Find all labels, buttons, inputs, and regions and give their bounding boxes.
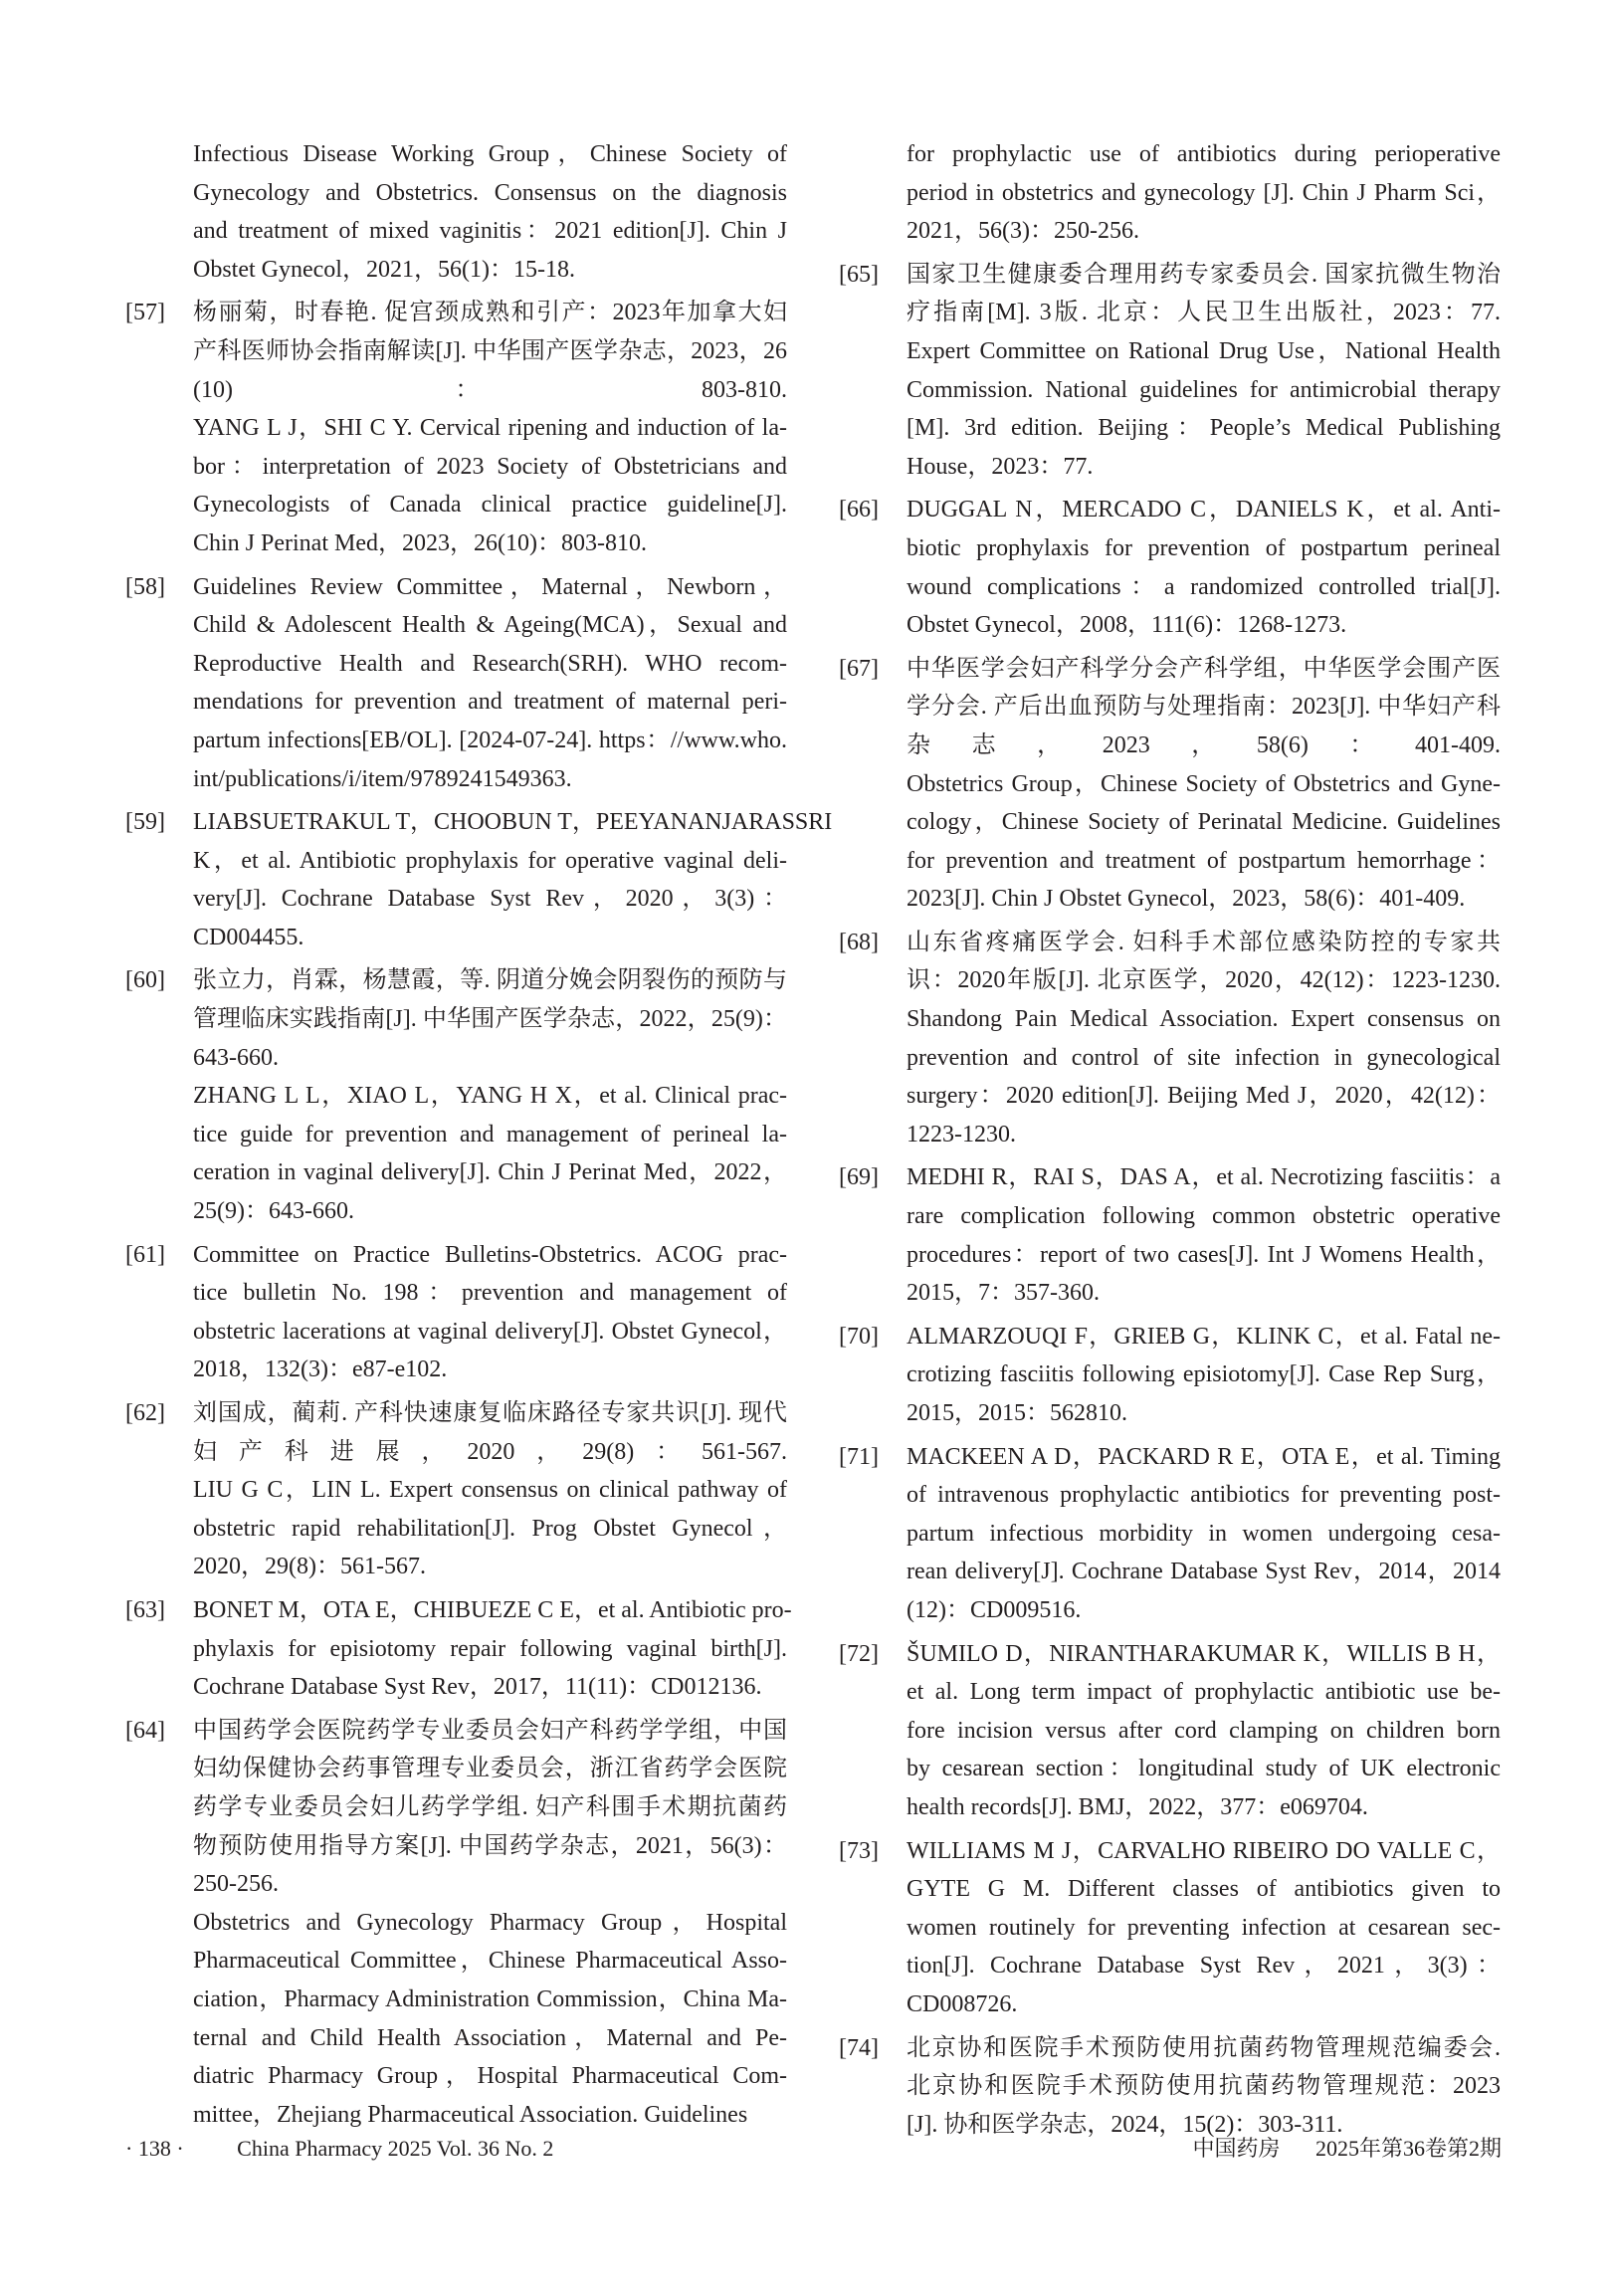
reference-text-line: WILLIAMS M J，CARVALHO RIBEIRO DO VALLE C， xyxy=(907,1837,1501,1864)
reference-entry xyxy=(839,924,1501,1154)
reference-entry xyxy=(839,256,1501,487)
reference-text-line: 北京协和医院手术预防使用抗菌药物管理规范：2023 xyxy=(907,2073,1501,2100)
reference-text-line: Obstet Gynecol，2021，56(1)：15-18. xyxy=(193,256,575,283)
reference-text-line: 2020，29(8)：561-567. xyxy=(193,1554,426,1580)
reference-text-line: Expert Committee on Rational Drug Use，National Health xyxy=(907,337,1501,364)
reference-number: [66] xyxy=(839,497,879,523)
reference-entry xyxy=(125,294,787,562)
reference-text-line: ŠUMILO D，NIRANTHARAKUMAR K，WILLIS B H， xyxy=(907,1640,1501,1667)
reference-text-line: 疗指南[M]. 3版. 北京：人民卫生出版社，2023：77. xyxy=(907,300,1501,326)
reference-text-line: [J]. 协和医学杂志，2024，15(2)：303-311. xyxy=(907,2111,1343,2138)
reference-text-line: (10)：803-810. xyxy=(193,376,787,403)
reference-text-line: ZHANG L L，XIAO L，YANG H X，et al. Clinical prac- xyxy=(193,1083,787,1110)
reference-number: [70] xyxy=(839,1323,879,1350)
reference-text-line: Infectious Disease Working Group，Chinese Society of xyxy=(193,141,787,167)
reference-text-line: 1223-1230. xyxy=(907,1121,1016,1148)
reference-text-line: 管理临床实践指南[J]. 中华围产医学杂志，2022，25(9)： xyxy=(193,1006,787,1033)
reference-number: [62] xyxy=(125,1400,165,1426)
reference-text-line: Pharmaceutical Committee，Chinese Pharmaceutical Asso- xyxy=(193,1948,787,1975)
reference-text-line: mittee，Zhejiang Pharmaceutical Association. Guidelines xyxy=(193,2101,748,2128)
reference-text-line: 药学专业委员会妇儿药学学组. 妇产科围手术期抗菌药 xyxy=(193,1793,787,1820)
reference-text-line: 2023[J]. Chin J Obstet Gynecol，2023，58(6)：401-409. xyxy=(907,886,1466,913)
reference-text-line: period in obstetrics and gynecology [J]. Chin J Pharm Sci， xyxy=(907,179,1501,206)
reference-text-line: bor：interpretation of 2023 Society of Obstetricians and xyxy=(193,453,787,480)
reference-text-line: 25(9)：643-660. xyxy=(193,1198,354,1225)
left-column xyxy=(125,135,833,2139)
reference-text-line: 妇产科进展，2020，29(8)：561-567. xyxy=(193,1438,787,1465)
reference-text-line: BONET M，OTA E，CHIBUEZE C E，et al. Antibiotic pro- xyxy=(193,1596,792,1623)
reference-text-line: 妇幼保健协会药事管理专业委员会，浙江省药学会医院 xyxy=(193,1756,787,1782)
reference-text-line: 2021，56(3)：250-256. xyxy=(907,218,1139,245)
reference-text-line: tion[J]. Cochrane Database Syst Rev，2021，3(3)： xyxy=(907,1953,1501,1980)
right-column xyxy=(839,135,1501,2149)
reference-text-line: Obstet Gynecol，2008，111(6)：1268-1273. xyxy=(907,612,1347,639)
reference-text-line: Commission. National guidelines for antimicrobial therapy xyxy=(907,376,1501,403)
reference-text-line: (12)：CD009516. xyxy=(907,1596,1082,1623)
reference-entry xyxy=(125,1236,787,1389)
reference-text-line: obstetric rapid rehabilitation[J]. Prog Obstet Gynecol， xyxy=(193,1515,787,1542)
reference-text-line: House，2023：77. xyxy=(907,453,1094,480)
reference-text-line: diatric Pharmacy Group，Hospital Pharmaceutical Com- xyxy=(193,2063,787,2090)
reference-text-line: for prevention and treatment of postpartum hemorrhage： xyxy=(907,847,1501,874)
reference-number: [73] xyxy=(839,1837,879,1864)
reference-text-line: ALMARZOUQI F，GRIEB G，KLINK C，et al. Fatal ne- xyxy=(907,1323,1501,1350)
footer-right xyxy=(1192,2134,1502,2164)
reference-text-line: YANG L J，SHI C Y. Cervical ripening and induction of la- xyxy=(193,415,787,442)
reference-number: [71] xyxy=(839,1443,879,1470)
reference-text-line: obstetric lacerations at vaginal delivery[J]. Obstet Gynecol， xyxy=(193,1318,787,1345)
reference-text-line: MACKEEN A D，PACKARD R E，OTA E，et al. Timing xyxy=(907,1443,1501,1470)
reference-number: [61] xyxy=(125,1241,165,1268)
reference-text-line: MEDHI R，RAI S，DAS A，et al. Necrotizing fasciitis：a xyxy=(907,1164,1501,1191)
reference-text-line: crotizing fasciitis following episiotomy[J]. Case Rep Surg， xyxy=(907,1361,1501,1388)
reference-text-line: CD008726. xyxy=(907,1990,1018,2017)
reference-text-line: health records[J]. BMJ，2022，377：e069704. xyxy=(907,1793,1368,1820)
page-number: · 138 · xyxy=(125,2136,184,2161)
reference-text-line: 250-256. xyxy=(193,1871,279,1898)
reference-text-line: LIABSUETRAKUL T，CHOOBUN T，PEEYANANJARASSRI xyxy=(193,809,833,836)
reference-number: [69] xyxy=(839,1164,879,1191)
reference-text-line: surgery：2020 edition[J]. Beijing Med J，2020，42(12)： xyxy=(907,1083,1501,1110)
journal-name-cn: 中国药房 xyxy=(1192,2136,1281,2161)
footer-left xyxy=(125,2134,553,2164)
reference-text-line: 产科医师协会指南解读[J]. 中华围产医学杂志，2023，26 xyxy=(193,337,787,364)
reference-number: [68] xyxy=(839,929,879,955)
reference-text-line: 山东省疼痛医学会. 妇科手术部位感染防控的专家共 xyxy=(907,929,1501,955)
reference-text-line: very[J]. Cochrane Database Syst Rev，2020，3(3)： xyxy=(193,886,787,913)
reference-text-line: 杨丽菊，时春艳. 促宫颈成熟和引产：2023年加拿大妇 xyxy=(193,300,787,326)
reference-number: [63] xyxy=(125,1596,165,1623)
reference-text-line: CD004455. xyxy=(193,924,304,950)
reference-entry xyxy=(839,1438,1501,1630)
reference-entry xyxy=(839,491,1501,644)
reference-text-line: Cochrane Database Syst Rev，2017，11(11)：CD012136. xyxy=(193,1674,762,1701)
reference-number: [74] xyxy=(839,2034,879,2061)
reference-number: [72] xyxy=(839,1640,879,1667)
reference-text-line: procedures：report of two cases[J]. Int J Womens Health， xyxy=(907,1241,1501,1268)
reference-text-line: partum infectious morbidity in women undergoing cesa- xyxy=(907,1520,1501,1547)
reference-text-line: for prophylactic use of antibiotics during perioperative xyxy=(907,141,1501,167)
reference-number: [64] xyxy=(125,1717,165,1744)
reference-text-line: partum infections[EB/OL]. [2024-07-24]. https：//www.who. xyxy=(193,727,787,753)
reference-text-line: Committee on Practice Bulletins-Obstetrics. ACOG prac- xyxy=(193,1241,787,1268)
reference-text-line: Reproductive Health and Research(SRH). WHO recom- xyxy=(193,650,787,677)
reference-text-line: wound complications：a randomized controlled trial[J]. xyxy=(907,573,1501,600)
reference-text-line: phylaxis for episiotomy repair following vaginal birth[J]. xyxy=(193,1635,787,1662)
reference-text-line: LIU G C，LIN L. Expert consensus on clinical pathway of xyxy=(193,1477,787,1504)
reference-number: [65] xyxy=(839,261,879,288)
reference-text-line: by cesarean section：longitudinal study of UK electronic xyxy=(907,1756,1501,1782)
reference-text-line: 刘国成，蔺莉. 产科快速康复临床路径专家共识[J]. 现代 xyxy=(193,1400,787,1426)
reference-entry xyxy=(839,1832,1501,2024)
journal-name-en: China Pharmacy 2025 Vol. 36 No. 2 xyxy=(237,2136,554,2161)
reference-text-line: women routinely for preventing infection at cesarean sec- xyxy=(907,1914,1501,1941)
reference-entry xyxy=(839,1635,1501,1827)
reference-entry xyxy=(839,135,1501,251)
reference-text-line: ceration in vaginal delivery[J]. Chin J Perinat Med，2022， xyxy=(193,1159,787,1186)
reference-number: [60] xyxy=(125,967,165,994)
reference-text-line: Guidelines Review Committee，Maternal，Newborn， xyxy=(193,573,787,600)
issue-info-cn: 2025年第36卷第2期 xyxy=(1314,2136,1502,2161)
reference-number: [59] xyxy=(125,809,165,836)
reference-text-line: Obstetrics Group，Chinese Society of Obstetrics and Gyne- xyxy=(907,770,1501,797)
reference-text-line: of intravenous prophylactic antibiotics for preventing post- xyxy=(907,1482,1501,1509)
reference-text-line: Gynecology and Obstetrics. Consensus on the diagnosis xyxy=(193,179,787,206)
reference-number: [67] xyxy=(839,655,879,682)
reference-text-line: fore incision versus after cord clamping on children born xyxy=(907,1717,1501,1744)
reference-text-line: Gynecologists of Canada clinical practice guideline[J]. xyxy=(193,492,787,519)
reference-entry xyxy=(125,1712,787,2135)
reference-text-line: 张立力，肖霖，杨慧霞，等. 阴道分娩会阴裂伤的预防与 xyxy=(193,967,787,994)
reference-text-line: Chin J Perinat Med，2023，26(10)：803-810. xyxy=(193,529,647,556)
reference-entry xyxy=(839,2029,1501,2145)
reference-entry xyxy=(125,1591,792,1707)
reference-text-line: 杂志，2023，58(6)：401-409. xyxy=(907,731,1501,758)
reference-text-line: int/publications/i/item/9789241549363. xyxy=(193,765,572,792)
reference-text-line: 643-660. xyxy=(193,1044,279,1071)
reference-entry xyxy=(839,1158,1501,1312)
reference-text-line: Obstetrics and Gynecology Pharmacy Group，Hospital xyxy=(193,1909,787,1936)
reference-text-line: [M]. 3rd edition. Beijing：People’s Medical Publishing xyxy=(907,415,1501,442)
reference-text-line: rare complication following common obstetric operative xyxy=(907,1203,1501,1230)
reference-text-line: biotic prophylaxis for prevention of postpartum perineal xyxy=(907,534,1501,561)
reference-entry xyxy=(125,135,787,289)
reference-text-line: GYTE G M. Different classes of antibiotics given to xyxy=(907,1876,1501,1903)
reference-text-line: 2018，132(3)：e87-e102. xyxy=(193,1357,448,1383)
reference-text-line: and treatment of mixed vaginitis：2021 edition[J]. Chin J xyxy=(193,218,787,245)
reference-number: [57] xyxy=(125,300,165,326)
reference-text-line: Child & Adolescent Health & Ageing(MCA)，Sexual and xyxy=(193,612,787,639)
reference-entry xyxy=(125,803,833,956)
reference-text-line: 中国药学会医院药学专业委员会妇产科药学学组，中国 xyxy=(193,1717,787,1744)
reference-text-line: 2015，2015：562810. xyxy=(907,1400,1127,1426)
reference-text-line: 物预防使用指导方案[J]. 中国药学杂志，2021，56(3)： xyxy=(193,1832,787,1859)
reference-text-line: 中华医学会妇产科学分会产科学组，中华医学会围产医 xyxy=(907,655,1501,682)
reference-text-line: K，et al. Antibiotic prophylaxis for operative vaginal deli- xyxy=(193,847,787,874)
reference-text-line: DUGGAL N，MERCADO C，DANIELS K，et al. Anti- xyxy=(907,497,1501,523)
reference-text-line: ternal and Child Health Association，Maternal and Pe- xyxy=(193,2024,787,2051)
reference-text-line: tice guide for prevention and management of perineal la- xyxy=(193,1121,787,1148)
reference-entry xyxy=(125,961,787,1230)
reference-entry xyxy=(125,1394,787,1586)
reference-entry xyxy=(125,568,787,799)
reference-text-line: 2015，7：357-360. xyxy=(907,1280,1100,1307)
reference-entry xyxy=(839,650,1501,919)
reference-text-line: 学分会. 产后出血预防与处理指南：2023[J]. 中华妇产科 xyxy=(907,694,1501,721)
reference-number: [58] xyxy=(125,573,165,600)
reference-text-line: tice bulletin No. 198：prevention and management of xyxy=(193,1280,787,1307)
reference-text-line: rean delivery[J]. Cochrane Database Syst Rev，2014，2014 xyxy=(907,1559,1501,1585)
reference-entry xyxy=(839,1318,1501,1433)
reference-text-line: Shandong Pain Medical Association. Expert consensus on xyxy=(907,1006,1501,1033)
reference-text-line: 北京协和医院手术预防使用抗菌药物管理规范编委会. xyxy=(907,2034,1501,2061)
reference-text-line: ciation，Pharmacy Administration Commission，China Ma- xyxy=(193,1985,787,2012)
reference-text-line: 国家卫生健康委合理用药专家委员会. 国家抗微生物治 xyxy=(907,261,1501,288)
reference-text-line: 识：2020年版[J]. 北京医学，2020，42(12)：1223-1230. xyxy=(907,967,1501,994)
reference-text-line: mendations for prevention and treatment of maternal peri- xyxy=(193,689,787,716)
reference-text-line: prevention and control of site infection in gynecological xyxy=(907,1044,1501,1071)
reference-text-line: cology，Chinese Society of Perinatal Medicine. Guidelines xyxy=(907,809,1501,836)
reference-text-line: et al. Long term impact of prophylactic antibiotic use be- xyxy=(907,1679,1501,1706)
